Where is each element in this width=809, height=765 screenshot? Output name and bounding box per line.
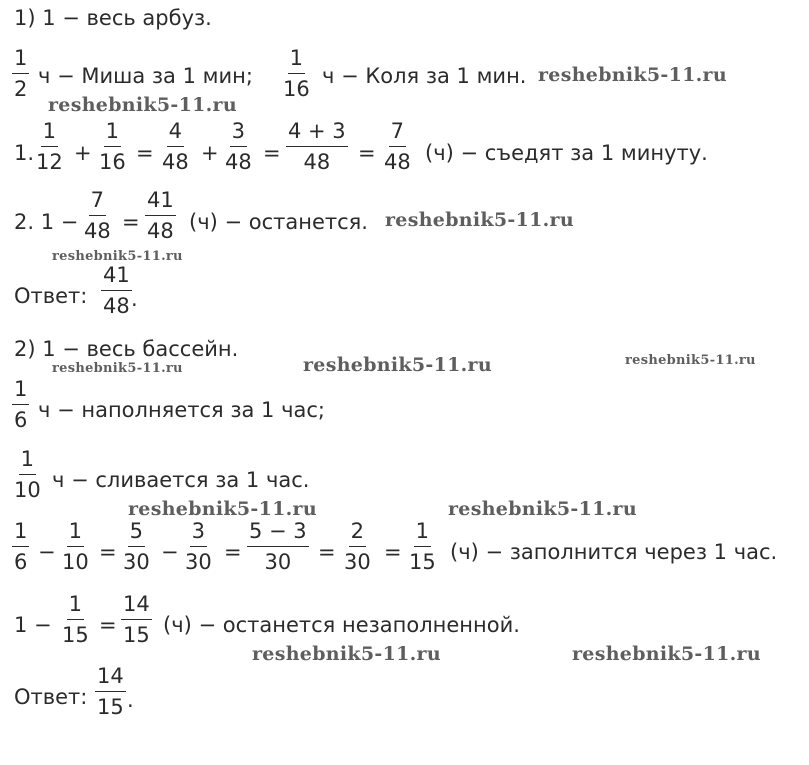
denominator: 10 (14, 478, 41, 502)
numerator: 41 (101, 262, 132, 291)
operator: − (161, 540, 179, 564)
step-label: 2. 1 − (14, 210, 79, 234)
fraction (286, 118, 348, 175)
operator: = (318, 540, 336, 564)
denominator: 6 (14, 408, 28, 432)
operator: + (201, 141, 219, 165)
numerator: 1 (12, 45, 29, 74)
denominator: 6 (14, 550, 28, 574)
denominator: 30 (123, 550, 150, 574)
denominator: 30 (264, 550, 292, 574)
denominator: 30 (185, 550, 212, 574)
operator: = (136, 141, 154, 165)
denominator: 15 (409, 550, 436, 574)
numerator: 14 (121, 591, 152, 620)
numerator: 7 (389, 118, 406, 147)
watermark: reshebnik5-11.ru (385, 209, 574, 231)
watermark: reshebnik5-11.ru (572, 643, 761, 665)
denominator: 48 (103, 294, 130, 318)
watermark: reshebnik5-11.ru (303, 354, 492, 376)
fraction (121, 518, 152, 575)
fraction (12, 376, 29, 433)
operator: = (358, 141, 376, 165)
watermark: reshebnik5-11.ru (448, 498, 637, 520)
numerator: 1 (288, 45, 305, 74)
fraction (407, 518, 438, 575)
rate-text: ч − наполняется за 1 час; (38, 398, 325, 422)
part2-header: 2) 1 − весь бассейн. (14, 337, 239, 361)
numerator: 1 (414, 518, 431, 547)
answer-label: Ответ: (14, 685, 88, 709)
operator: = (263, 141, 281, 165)
fraction (82, 187, 113, 244)
fraction (97, 118, 128, 175)
fraction (342, 518, 373, 575)
watermark: reshebnik5-11.ru (48, 94, 237, 116)
numerator: 4 + 3 (286, 118, 348, 147)
fraction (60, 591, 91, 648)
answer-dot: . (131, 287, 138, 311)
step-description: (ч) − заполнится через 1 час. (450, 540, 778, 564)
numerator: 4 (167, 118, 184, 147)
fraction (12, 45, 29, 102)
numerator: 14 (95, 663, 126, 692)
numerator: 2 (349, 518, 366, 547)
answer-dot: . (127, 688, 134, 712)
step-label: 1. (14, 141, 35, 165)
operator: = (99, 540, 117, 564)
answer-fraction (101, 262, 132, 319)
operator: + (74, 141, 92, 165)
watermark: reshebnik5-11.ru (52, 361, 183, 376)
fraction (281, 45, 312, 102)
fraction (145, 187, 176, 244)
step-description: (ч) − останется незаполненной. (163, 613, 520, 637)
numerator: 1 (19, 446, 36, 475)
fraction (12, 446, 43, 503)
rate-text: ч − сливается за 1 час. (52, 468, 310, 492)
numerator: 1 (67, 591, 84, 620)
numerator: 1 (104, 118, 121, 147)
denominator: 48 (84, 219, 111, 243)
denominator: 10 (62, 550, 89, 574)
denominator: 30 (344, 550, 371, 574)
rate-text: ч − Коля за 1 мин. (322, 64, 527, 88)
numerator: 3 (190, 518, 207, 547)
denominator: 48 (147, 219, 174, 243)
denominator: 16 (283, 77, 310, 101)
watermark: reshebnik5-11.ru (625, 353, 756, 368)
fraction (382, 118, 413, 175)
denominator: 15 (97, 695, 124, 719)
watermark: reshebnik5-11.ru (538, 64, 727, 86)
fraction (160, 118, 191, 175)
watermark: reshebnik5-11.ru (128, 498, 317, 520)
numerator: 5 (128, 518, 145, 547)
denominator: 15 (62, 623, 89, 647)
answer-fraction (95, 663, 126, 720)
fraction (60, 518, 91, 575)
denominator: 15 (123, 623, 150, 647)
numerator: 7 (89, 187, 106, 216)
fraction (121, 591, 152, 648)
numerator: 3 (230, 118, 247, 147)
fraction (223, 118, 254, 175)
numerator: 1 (41, 118, 58, 147)
operator: = (384, 540, 402, 564)
fraction (183, 518, 214, 575)
step-description: (ч) − останется. (189, 210, 368, 234)
numerator: 41 (145, 187, 176, 216)
denominator: 48 (384, 150, 411, 174)
answer-label: Ответ: (14, 284, 88, 308)
denominator: 48 (225, 150, 252, 174)
step-description: (ч) − съедят за 1 минуту. (425, 141, 708, 165)
part1-header: 1) 1 − весь арбуз. (14, 6, 212, 30)
numerator: 1 (67, 518, 84, 547)
lead-term: 1 − (14, 613, 52, 637)
numerator: 1 (12, 376, 29, 405)
denominator: 16 (99, 150, 126, 174)
fraction (247, 518, 309, 575)
numerator: 5 − 3 (247, 518, 309, 547)
denominator: 48 (162, 150, 189, 174)
fraction (12, 518, 29, 575)
watermark: reshebnik5-11.ru (52, 249, 183, 264)
operator: = (99, 613, 117, 637)
denominator: 12 (36, 150, 63, 174)
operator: − (38, 540, 56, 564)
denominator: 2 (14, 77, 28, 101)
operator: = (122, 210, 140, 234)
fraction (34, 118, 65, 175)
numerator: 1 (12, 518, 29, 547)
denominator: 48 (303, 150, 331, 174)
rate-text: ч − Миша за 1 мин; (38, 64, 253, 88)
operator: = (224, 540, 242, 564)
watermark: reshebnik5-11.ru (252, 643, 441, 665)
